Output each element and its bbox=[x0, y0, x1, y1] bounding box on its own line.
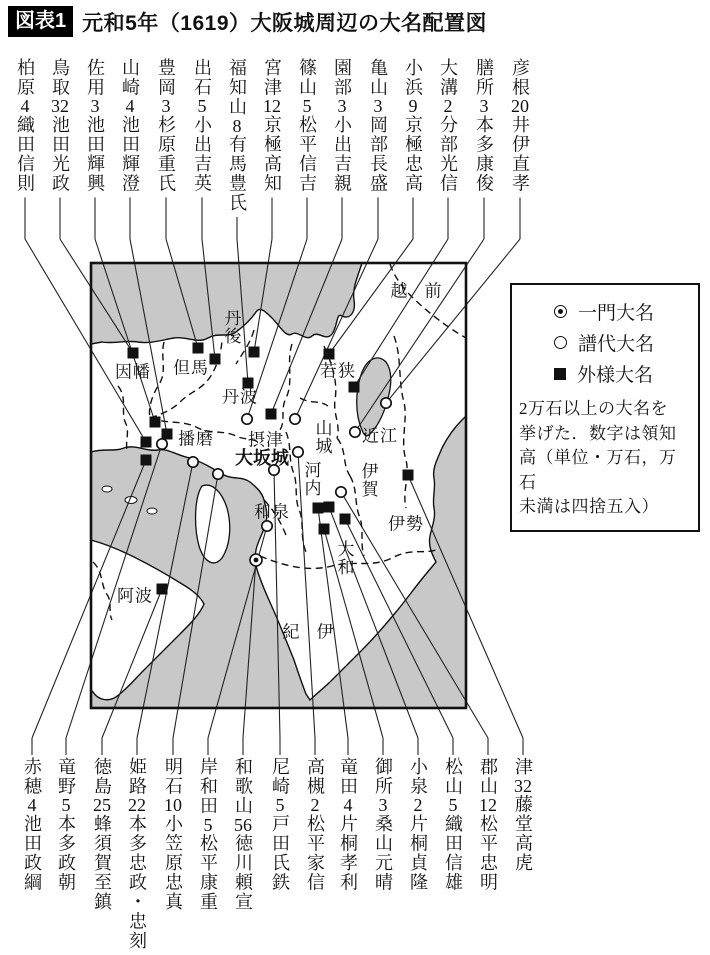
legend-note-line: 高（単位・万石，万石 bbox=[519, 448, 677, 492]
tozama-marker bbox=[162, 429, 173, 440]
fudai-marker bbox=[350, 427, 360, 437]
fudai-symbol-icon bbox=[554, 336, 567, 349]
daimyo-label: 徳島25蜂須賀至鎮 bbox=[92, 757, 112, 912]
daimyo-label: 姫路22本多忠政・忠刻 bbox=[127, 757, 147, 951]
daimyo-label: 彦根20井伊直孝 bbox=[510, 58, 530, 193]
province-label: 但馬 bbox=[173, 358, 209, 378]
province-label: 因幡 bbox=[115, 362, 151, 382]
tozama-marker bbox=[319, 524, 330, 535]
tozama-marker bbox=[157, 584, 168, 595]
daimyo-label: 松山5織田信雄 bbox=[443, 757, 463, 892]
legend-note bbox=[519, 397, 691, 520]
tozama-marker bbox=[403, 470, 414, 481]
legend-rows bbox=[512, 298, 698, 387]
daimyo-label: 篠山5松平信吉 bbox=[297, 58, 317, 193]
daimyo-label: 津32藤堂高虎 bbox=[513, 757, 533, 873]
province-label: 摂津 bbox=[248, 430, 284, 450]
province-label: 紀伊 bbox=[282, 622, 351, 642]
province-label: 若狭 bbox=[320, 361, 356, 381]
daimyo-label: 山崎4池田輝澄 bbox=[120, 58, 140, 193]
fudai-marker bbox=[157, 439, 167, 449]
figure-title-text: 元和5年（1619）大阪城周辺の大名配置図 bbox=[82, 11, 488, 35]
tozama-marker bbox=[150, 417, 161, 428]
tozama-marker bbox=[324, 502, 335, 513]
daimyo-label: 竜田4片桐孝利 bbox=[338, 757, 358, 892]
tozama-marker bbox=[193, 343, 204, 354]
tozama-marker bbox=[266, 409, 277, 420]
province-label: 大坂城 bbox=[235, 448, 289, 468]
daimyo-label: 尼崎5戸田氏鉄 bbox=[270, 757, 290, 892]
daimyo-label: 膳所3本多康俊 bbox=[474, 58, 494, 193]
fudai-marker bbox=[242, 414, 252, 424]
fudai-marker bbox=[336, 487, 346, 497]
province-label: 阿波 bbox=[117, 586, 153, 606]
daimyo-label: 竜野5本多政朝 bbox=[56, 757, 76, 892]
islet bbox=[147, 508, 157, 514]
tozama-marker bbox=[210, 354, 221, 365]
daimyo-label: 佐用3池田輝興 bbox=[85, 58, 105, 193]
legend-note-line: 未満は四捨五入） bbox=[519, 497, 659, 516]
province-label: 山城 bbox=[312, 419, 332, 455]
tozama-symbol-icon bbox=[554, 368, 566, 380]
fudai-marker bbox=[381, 398, 391, 408]
daimyo-label: 福知山8有馬豊氏 bbox=[227, 58, 247, 213]
province-label: 伊賀 bbox=[358, 462, 378, 498]
daimyo-label: 大溝2分部光信 bbox=[438, 58, 458, 193]
daimyo-label: 小泉2片桐貞隆 bbox=[408, 757, 428, 892]
tozama-marker bbox=[141, 437, 152, 448]
daimyo-label: 高槻2松平家信 bbox=[305, 757, 325, 892]
province-label: 和泉 bbox=[254, 502, 290, 522]
daimyo-label: 柏原4織田信則 bbox=[15, 58, 35, 193]
tozama-marker bbox=[349, 382, 360, 393]
province-label: 近江 bbox=[362, 426, 398, 446]
province-label: 越前 bbox=[390, 281, 459, 301]
figure-title bbox=[8, 6, 487, 37]
tozama-marker bbox=[340, 514, 351, 525]
daimyo-label: 亀山3岡部長盛 bbox=[368, 58, 388, 193]
daimyo-label: 出石5小出吉英 bbox=[192, 58, 212, 193]
fudai-marker bbox=[290, 414, 300, 424]
province-label: 播磨 bbox=[178, 429, 214, 449]
tozama-marker bbox=[249, 347, 260, 358]
legend-item bbox=[554, 298, 698, 325]
province-label: 丹後 bbox=[221, 309, 241, 345]
tozama-marker bbox=[141, 455, 152, 466]
daimyo-label: 鳥取32池田光政 bbox=[50, 58, 70, 193]
legend-item-label: 譜代大名 bbox=[578, 334, 655, 355]
tozama-marker bbox=[313, 503, 324, 514]
province-label: 丹波 bbox=[222, 387, 258, 407]
daimyo-label: 赤穂4池田政綱 bbox=[22, 757, 42, 892]
legend-box bbox=[510, 283, 700, 532]
daimyo-label: 郡山12松平忠明 bbox=[478, 757, 498, 892]
daimyo-label: 豊岡3杉原重氏 bbox=[156, 58, 176, 193]
islet bbox=[102, 486, 112, 492]
fudai-marker bbox=[293, 447, 303, 457]
figure-badge: 図表1 bbox=[8, 6, 73, 37]
province-label: 伊勢 bbox=[388, 514, 424, 534]
province-label: 大和 bbox=[334, 540, 354, 576]
legend-item bbox=[554, 329, 698, 356]
daimyo-label: 小浜9京極忠高 bbox=[403, 58, 423, 193]
daimyo-label: 和歌山56徳川頼宣 bbox=[233, 757, 253, 912]
daimyo-label: 明石10小笠原忠真 bbox=[163, 757, 183, 912]
legend-item-label: 一門大名 bbox=[578, 303, 655, 324]
province-label: 河内 bbox=[301, 461, 321, 497]
daimyo-label: 園部3小出吉親 bbox=[332, 58, 352, 193]
legend-note-line: 2万石以上の大名を bbox=[519, 399, 668, 418]
legend-note-line: 挙げた．数字は領知 bbox=[519, 423, 677, 443]
daimyo-label: 岸和田5松平康重 bbox=[198, 757, 218, 912]
fudai-marker bbox=[188, 457, 198, 467]
ichimon-symbol-icon bbox=[554, 305, 567, 318]
daimyo-label: 御所3桑山元晴 bbox=[373, 757, 393, 892]
fudai-marker bbox=[213, 469, 223, 479]
legend-item bbox=[554, 360, 698, 387]
legend-item-label: 外様大名 bbox=[577, 365, 654, 386]
daimyo-label: 宮津12京極高知 bbox=[262, 58, 282, 193]
